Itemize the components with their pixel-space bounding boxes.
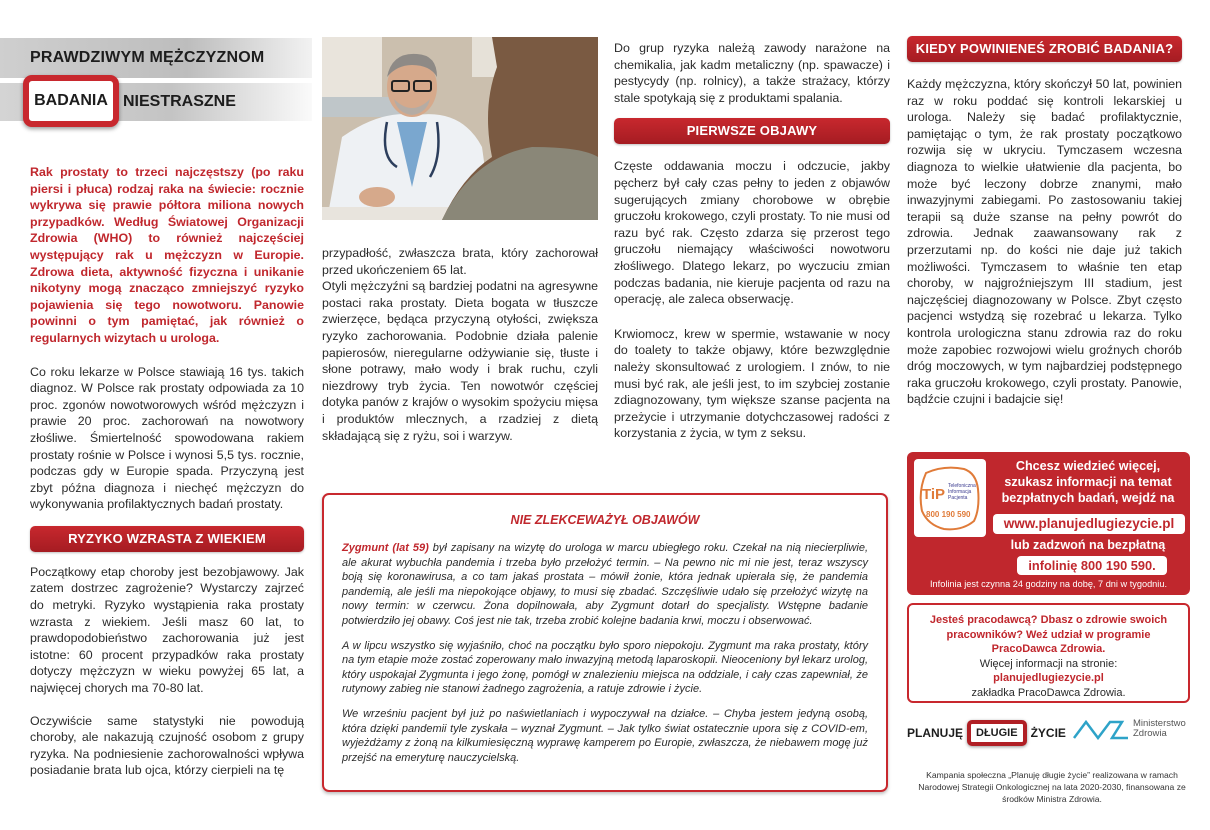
column-2 xyxy=(322,245,598,444)
story-title: NIE ZLEKCEWAŻYŁ OBJAWÓW xyxy=(510,513,700,527)
doctor-patient-photo xyxy=(322,37,598,220)
paragraph: Oczywiście same statystyki nie powodują choroby, ale nakazują czujność osobom z grupy ryzyka. Na podniesienie zachorowalności wpływa posiadanie brata lub ojca, którzy cierpieli na tę xyxy=(30,713,304,778)
paragraph: Do grup ryzyka należą zawody narażone na chemikalia, jak kadm metaliczny (np. spawacze) i pestycydy (np. rolnicy), a także strażacy, którzy stale spotykają się z produktami spalania. xyxy=(614,41,890,105)
campaign-logo-right: ŻYCIE xyxy=(1030,726,1066,740)
column-4 xyxy=(907,36,1182,408)
svg-text:Pacjenta: Pacjenta xyxy=(948,495,968,501)
svg-text:Telefoniczna: Telefoniczna xyxy=(948,483,976,489)
story-paragraph xyxy=(342,541,868,629)
logos-row xyxy=(907,716,1197,752)
story-paragraph: We wrześniu pacjent był już po naświetlaniach i wypoczywał na działce. – Chyba jestem jedyną osobą, która dzięki pandemii tyle zyskała – wyznał Zygmunt. – Jak tylko świat ostatecznie upora się z COVID-em, wyjeżdżamy z żoną na kilkumiesięczną wyprawę kamperem po Europie, zwłaszcza, że niebawem mogę już przejść na emeryturę nauczycielską. xyxy=(342,707,868,764)
tip-logo xyxy=(914,459,986,537)
employer-link[interactable]: planujedlugiezycie.pl xyxy=(993,672,1104,684)
campaign-logo xyxy=(907,720,1066,746)
info-text-call: lub zadzwoń na bezpłatną xyxy=(1010,538,1166,552)
campaign-logo-box: DŁUGIE xyxy=(967,720,1027,746)
employer-heading: Jesteś pracodawcą? Dbasz o zdrowie swoich pracowników? Weź udział w programie PracoDawca Zdrowia. xyxy=(929,614,1168,655)
paragraph: Początkowy etap choroby jest bezobjawowy. Jak zatem dostrzec zagrożenie? Wystarczy zajrzeć do metryki. Ryzyko wystąpienia raka prostaty wzrasta z wiekiem. Jeśli masz 60 lat, to prawdopodobieństwo zachorowania już jest istotne: 60 procent przypadków raka prostaty dotyczy mężczyzn w wieku powyżej 65 lat, a najwięcej chorych ma 70-80 lat. xyxy=(30,564,304,696)
ministry-logo xyxy=(1072,718,1186,740)
header-title-line2: NIESTRASZNE xyxy=(123,93,236,110)
campaign-logo-left: PLANUJĘ xyxy=(907,726,964,740)
lead-paragraph: Rak prostaty to trzeci najczęstszy (po raku piersi i płuca) rodzaj raka na świecie: rocznie wykrywa się prawie półtora miliona nowych przypadków. Według Światowej Organizacji Zdrowia (WHO) to również najczęściej występujący rak u mężczyzn w Europie. Zdrowa dieta, aktywność fizyczna i unikanie nikotyny mogą znacząco zmniejszyć ryzyko pojawienia się tego nowotworu. Panowie powinni o tym pamiętać, jak również o regularnych wizytach u urologa. xyxy=(30,165,304,345)
paragraph: Otyli mężczyźni są bardziej podatni na agresywne postaci raka prostaty. Dieta bogata w tłuszcze zwierzęce, będąca przyczyną otyłości, zwiększa ryzyko zachorowania. Podobnie działa palenie papierosów, nieregularne odżywianie się, tłuste i słone potrawy, mało wody i brak ruchu, czyli niezdrowy tryb życia. Ten nowotwór częściej dotyka panów z krajów o wysokim spożyciu mięsa i produktów mlecznych, a rzadziej z dietą składającą się z ryżu, soi i warzyw. xyxy=(322,279,598,443)
employer-tab-note: zakładka PracoDawca Zdrowia. xyxy=(971,686,1126,699)
story-box xyxy=(322,493,888,792)
info-box xyxy=(907,452,1190,595)
section-heading-risk: RYZYKO WZRASTA Z WIEKIEM xyxy=(30,526,304,552)
svg-text:Informacja: Informacja xyxy=(948,489,972,495)
info-text: Chcesz wiedzieć więcej, szukasz informacji na temat bezpłatnych badań, wejdź na xyxy=(1001,459,1175,505)
paragraph: Częste oddawania moczu i odczucie, jakby pęcherz był cały czas pełny to jeden z objawów sugerujących zmiany chorobowe w obrębie gruczołu krokowego, czyli prostaty. To nie musi od razu być rak. Często zdarza się przerost tego gruczołu niemający właściwości nowotworu złośliwego. Dlatego lekarz, po wyczuciu zmian podczas badania, nie kieruje pacjenta od razu na operację, ale zaleca obserwację. xyxy=(614,159,890,307)
section-heading-symptoms: PIERWSZE OBJAWY xyxy=(614,118,890,144)
employer-info: Więcej informacji na stronie: xyxy=(979,657,1118,670)
paragraph: Każdy mężczyzna, który skończył 50 lat, powinien raz w roku poddać się kontroli lekarskiej u urologa. Należy się badać profilaktycznie, pamiętając o tym, że rak prostaty początkowo rozwija się w ukryciu. Tymczasem wczesna diagnoza to wielkie ułatwienie dla pacjenta, bo może być leczony dobrze znanymi, mało inwazyjnymi zabiegami. Po zastosowaniu takiej terapii są duże szanse na pełny powrót do zdrowia. Jednak zaawansowany rak z przerzutami np. do kości nie daje już takich możliwości. Tymczasem to właśnie ten etap choroby, w najgroźniejszym III stadium, jest najczęściej diagnozowany w Polsce. Zbyt często pacjenci wstydzą się rozebrać u lekarza. Tylko kontrola urologiczna stanu zdrowia raz do roku może zapobiec rozwojowi wielu groźnych chorób dróg moczowych, w tym najbardziej podstępnego raka gruczołu krokowego, czyli prostaty. Panowie, bądźcie czujni i badajcie się! xyxy=(907,77,1182,407)
story-text: był zapisany na wizytę do urologa w marcu ubiegłego roku. Czekał na nią niecierpliwie, ale akurat wybuchła pandemia i trzeba było przełożyć termin. – Na pewno nic mi nie jest, teraz wszyscy boją się koronawirusa, a co tam jakaś prostata – mówił żonie, która jednak upierała się, że pandemia pandemią, ale jeśli ma niepokojące objawy, to musi się zbadać. Szczęśliwie udało się przełożyć wizytę na nowy termin: w czerwcu. Żona dopilnowała, aby Zygmunt dotarł do specjalisty. Wstępne badanie potwierdziło jej obawy. Coś jest nie tak, trzeba zrobić kolejne badania krwi, moczu i obserwować. xyxy=(342,542,868,627)
story-paragraph: A w lipcu wszystko się wyjaśniło, choć na początku było sporo niepokoju. Zygmunt ma raka prostaty, który na tym etapie może zostać zoperowany mało inwazyjną metodą laparoskopii. Nieoceniony był lekarz urolog, który uspokajał Zygmunta i jego żonę, pomógł w znalezieniu miejsca na oddziale, i cały czas zapewniał, że rutynowy zabieg nie stanowi żadnego zagrożenia, a ratuje zdrowie i życie. xyxy=(342,639,868,696)
header-title-line1: PRAWDZIWYM MĘŻCZYZNOM xyxy=(30,49,265,66)
ministry-name-line1: Ministerstwo xyxy=(1133,717,1186,729)
svg-text:800 190 590: 800 190 590 xyxy=(926,510,971,519)
paragraph: przypadłość, zwłaszcza brata, który zachorował przed ukończeniem 65 lat. xyxy=(322,246,598,277)
column-1 xyxy=(30,164,304,779)
employer-box xyxy=(907,603,1190,703)
story-person-name: Zygmunt (lat 59) xyxy=(342,542,429,554)
paragraph: Co roku lekarze w Polsce stawiają 16 tys. takich diagnoz. W Polsce rak prostaty odpowiada za 10 proc. zgonów nowotworowych wśród mężczyzn i prawie 20 proc. zachorowań na nowotwory złośliwe. Śmiertelność spowodowana rakiem prostaty rośnie w Polsce i wynosi 5,5 tys. rocznie, podczas gdy w Europie spada. Przyczyną jest zbyt późna diagnoza i niechęć mężczyzn do wykonywania profilaktycznych badań prostaty. xyxy=(30,364,304,512)
hotline-hours: Infolinia jest czynna 24 godziny na dobę, 7 dni w tygodniu. xyxy=(930,579,1167,589)
tip-abbr: TiP xyxy=(922,486,946,503)
column-3 xyxy=(614,40,890,442)
ministry-name-line2: Zdrowia xyxy=(1133,728,1167,739)
paragraph: Krwiomocz, krew w spermie, wstawanie w nocy do toalety to także objawy, które bezwzględnie należy skonsultować z urologiem. I znów, to nie musi być rak, ale jeśli jest, to im szybciej zostanie zdiagnozowany, tym większe szanse pacjenta na przeżycie i utrzymanie dotychczasowej radości z korzystania z życia, w tym z seksu. xyxy=(614,326,890,441)
header-badge: BADANIA xyxy=(23,75,119,127)
ministry-wave-icon xyxy=(1072,718,1130,740)
section-heading-when: KIEDY POWINIENEŚ ZROBIĆ BADANIA? xyxy=(907,36,1182,62)
poland-map-icon xyxy=(914,459,986,537)
photo-illustration xyxy=(322,37,598,220)
website-link[interactable]: www.planujedlugiezycie.pl xyxy=(993,514,1185,534)
hotline-number[interactable]: infolinię 800 190 590. xyxy=(1017,556,1167,575)
campaign-note: Kampania społeczna „Planuję długie życie” realizowana w ramach Narodowej Strategii Onkologicznej na lata 2020-2030, finansowana ze środków Ministra Zdrowia. xyxy=(918,770,1186,804)
